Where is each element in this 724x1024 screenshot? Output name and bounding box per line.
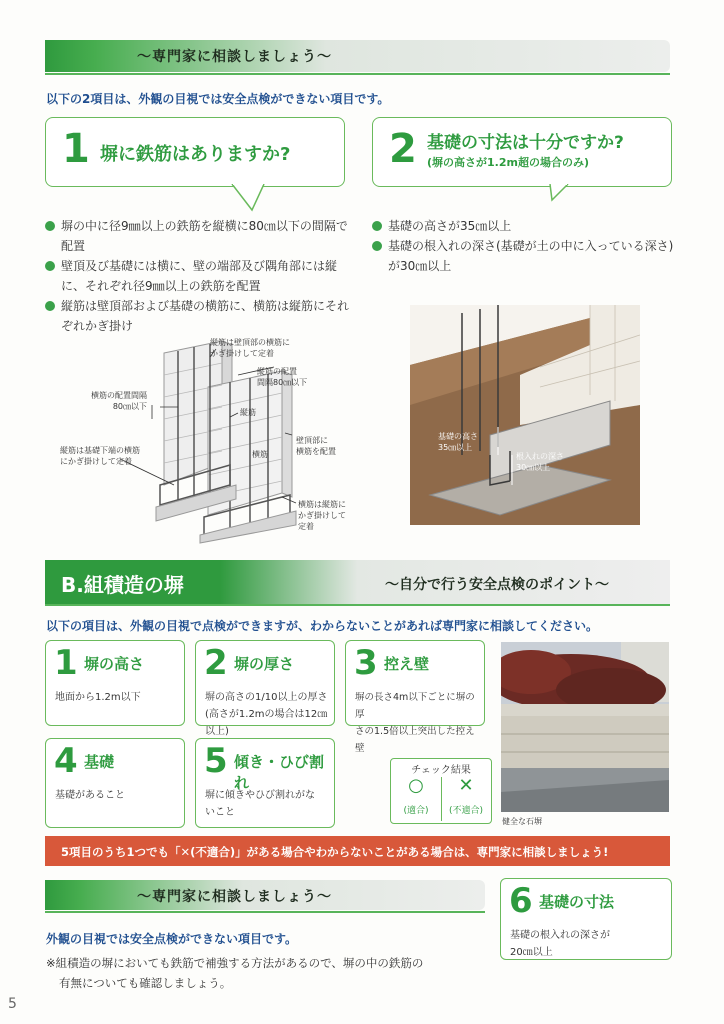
question1-number: 1 bbox=[62, 126, 90, 172]
consult-note: ※組積造の塀においても鉄筋で補強する方法があるので、塀の中の鉄筋の 有無についても確認しましょう。 bbox=[46, 956, 424, 990]
warning-text: 5項目のうち1つでも「✕(不適合)」がある場合やわからないことがある場合は、専門家に相談しましょう! bbox=[61, 845, 609, 859]
foundation-diagram bbox=[410, 305, 640, 525]
stone-wall-photo bbox=[501, 642, 669, 812]
header-underline-2 bbox=[45, 911, 485, 913]
section-b-header bbox=[45, 560, 670, 604]
label-foundation-height: 基礎の高さ 35㎝以上 bbox=[438, 432, 478, 452]
consult-header-title: ～専門家に相談しましょう～ bbox=[137, 49, 332, 65]
section-b-subtitle: ～自分で行う安全点検のポイント～ bbox=[385, 577, 609, 593]
label-top-rebar: 縦筋は壁頂部の横筋に かぎ掛けして定着 bbox=[210, 338, 290, 358]
check-item-foundation bbox=[45, 738, 185, 828]
item-desc: 基礎の根入れの深さが 20㎝以上 bbox=[510, 930, 610, 958]
item-number: 1 bbox=[54, 643, 78, 683]
bubble-tail-2 bbox=[548, 184, 578, 204]
ng-mark: ✕ bbox=[458, 775, 474, 796]
label-bottom-right: 横筋は縦筋に かぎ掛けして 定着 bbox=[298, 500, 346, 531]
check-item-buttress bbox=[345, 640, 485, 754]
bullet-item: 基礎の根入れの深さ(基礎が土の中に入っている深さ)が30㎝以上 bbox=[372, 236, 677, 276]
item-number: 6 bbox=[509, 881, 533, 921]
label-horizontal-spacing: 横筋の配置間隔 80㎝以下 bbox=[91, 391, 147, 411]
ok-label: (適合) bbox=[403, 806, 429, 816]
item-title: 塀の高さ bbox=[84, 655, 145, 673]
item-number: 4 bbox=[54, 741, 78, 781]
page-number: 5 bbox=[8, 996, 17, 1012]
consult-lead-text: 以下の2項目は、外観の目視では安全点検ができない項目です。 bbox=[46, 92, 390, 106]
label-bottom-left: 縦筋は基礎下端の横筋 にかぎ掛けして定着 bbox=[60, 446, 140, 466]
ng-label: (不適合) bbox=[448, 806, 484, 816]
consult-header-title-2: ～専門家に相談しましょう～ bbox=[137, 889, 332, 905]
item-title: 基礎の寸法 bbox=[539, 893, 615, 911]
label-yokosuji: 横筋 bbox=[252, 450, 268, 459]
item-title: 基礎 bbox=[84, 753, 115, 771]
bullet-item: 塀の中に径9㎜以上の鉄筋を縦横に80㎝以下の間隔で配置 bbox=[45, 216, 350, 256]
item-title: 塀の厚さ bbox=[234, 655, 295, 673]
item-title: 傾き・ひび割れ bbox=[234, 753, 325, 792]
check-result-box bbox=[390, 758, 492, 824]
item-title: 控え壁 bbox=[384, 655, 430, 673]
question1-title: 塀に鉄筋はありますか? bbox=[100, 144, 291, 165]
photo-caption: 健全な石塀 bbox=[502, 817, 542, 826]
question1-bullets bbox=[45, 216, 350, 336]
warning-banner bbox=[45, 836, 670, 866]
item-desc: 地面から1.2m以下 bbox=[55, 692, 141, 703]
question2-bullets bbox=[372, 216, 677, 276]
check-result-title: チェック結果 bbox=[411, 765, 471, 776]
item-desc: 塀の高さの1/10以上の厚さ (高さが1.2mの場合は12㎝以上) bbox=[205, 692, 328, 737]
check-item-tilt-cracks bbox=[195, 738, 335, 828]
consult-header-bar-2 bbox=[45, 880, 485, 910]
consult-lead-text-2: 外観の目視では安全点検ができない項目です。 bbox=[46, 932, 298, 946]
question2-number: 2 bbox=[389, 126, 417, 172]
question2-subtitle: (塀の高さが1.2m超の場合のみ) bbox=[427, 156, 590, 169]
section-b-lead: 以下の項目は、外観の目視で点検ができますが、わからないことがあれば専門家に相談してください。 bbox=[46, 619, 599, 633]
label-tatesuji: 縦筋 bbox=[240, 408, 256, 417]
question2-title: 基礎の寸法は十分ですか? bbox=[427, 133, 624, 153]
question2-bubble bbox=[372, 117, 672, 187]
bullet-item: 基礎の高さが35㎝以上 bbox=[372, 216, 677, 236]
rebar-diagram bbox=[60, 335, 360, 545]
bubble-tail bbox=[230, 184, 270, 214]
item-desc: 塀の長さ4m以下ごとに塀の厚 さの1.5倍以上突出した控え壁 bbox=[355, 692, 475, 754]
ok-mark: ○ bbox=[408, 775, 424, 796]
header-underline bbox=[45, 73, 670, 75]
bullet-item: 縦筋は壁頂部および基礎の横筋に、横筋は縦筋にそれぞれかぎ掛け bbox=[45, 296, 350, 336]
check-item-foundation-size bbox=[500, 878, 672, 960]
item-desc: 塀に傾きやひび割れがな いこと bbox=[205, 790, 315, 818]
label-embed-depth: 根入れの深さ 30㎝以上 bbox=[516, 452, 564, 472]
item-number: 5 bbox=[204, 741, 228, 781]
item-number: 2 bbox=[204, 643, 228, 683]
label-wall-top: 壁頂部に 横筋を配置 bbox=[296, 436, 336, 456]
check-item-height bbox=[45, 640, 185, 726]
item-number: 3 bbox=[354, 643, 378, 683]
consult-header-bar bbox=[45, 40, 670, 72]
question1-bubble bbox=[45, 117, 345, 187]
section-b-title: B.組積造の塀 bbox=[61, 573, 184, 597]
section-b-underline bbox=[45, 604, 670, 606]
check-item-thickness bbox=[195, 640, 335, 737]
label-vertical-spacing: 縦筋の配置 間隔80㎝以下 bbox=[257, 367, 308, 387]
bullet-item: 壁頂及び基礎には横に、壁の端部及び隅角部には縦に、それぞれ径9㎜以上の鉄筋を配置 bbox=[45, 256, 350, 296]
item-desc: 基礎があること bbox=[55, 790, 125, 801]
